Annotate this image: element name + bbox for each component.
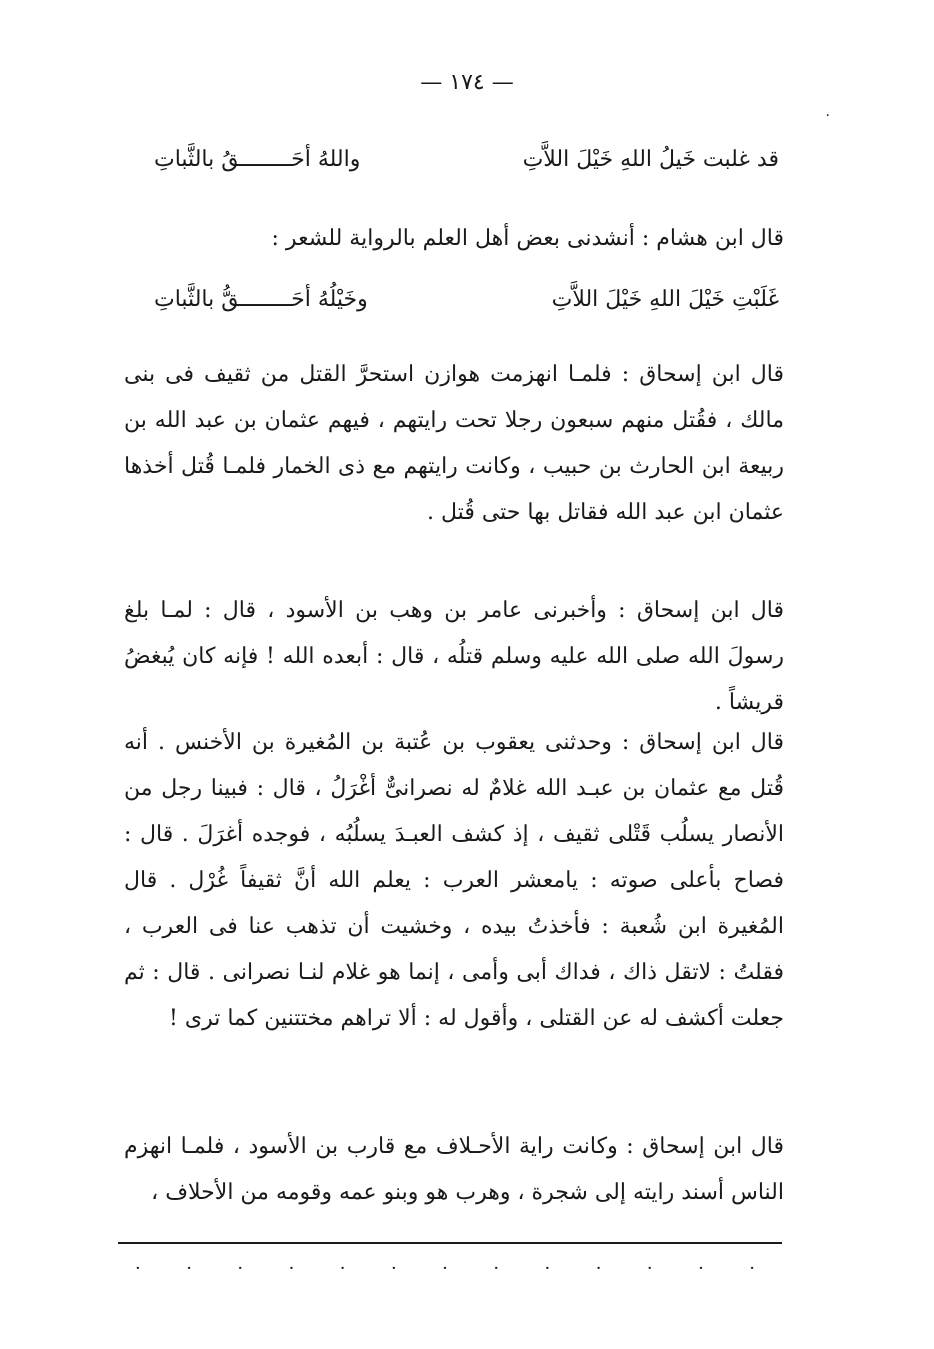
footer-dot: · [288,1258,295,1279]
verse-1-second-hemistich: واللهُ أحَــــــــقُ بالثَّباتِ [154,147,361,172]
footer-dot: · [442,1258,448,1279]
verse-line-2 [154,282,779,318]
footer-dot: · [698,1258,704,1279]
footer-dot: · [749,1258,755,1279]
margin-mark: · [825,108,830,124]
paragraph-4: قال ابن إسحاق : وكانت راية الأحـلاف مع قارب بن الأسود ، فلمـا انهزم الناس أسند رايته إلى شجرة ، وهرب هو وبنو عمه وقومه من الأحلاف ، [124,1134,784,1205]
footer-dot: · [186,1258,192,1279]
footer-rule [118,1242,782,1244]
footer-dot: · [237,1258,244,1279]
paragraph-2: قال ابن إسحاق : وأخبرنى عامر بن وهب بن الأسود ، قال : لمـا بلغ رسولَ الله صلى الله عليه وسلم قتلُه ، قال : أبعده الله ! فإنه كان يُبغضُ قريشاً . [124,598,784,715]
footer-dot: · [390,1258,397,1279]
verse-line-1 [154,142,779,178]
verse-1-first-hemistich: قد غلبت خَيلُ اللهِ خَيْلَ اللاَّتِ [522,147,779,172]
paragraph-1: قال ابن إسحاق : فلمـا انهزمت هوازن استحرَّ القتل من ثقيف فى بنى مالك ، فقُتل منهم سبعون رجلا تحت رايتهم ، فيهم عثمان بن عبد الله بن ربيعة ابن الحارث بن حبيب ، وكانت رايتهم مع ذى الخمار فلمـا قُتل أخذها عثمان ابن عبد الله فقاتل بها حتى قُتل . [124,362,784,525]
footer-dot: · [135,1258,141,1279]
verse-2-second-hemistich: وخَيْلُهُ أحَــــــــقُّ بالثَّباتِ [154,287,368,312]
footer-dot: · [339,1258,346,1279]
footer-dots [135,1258,755,1279]
footer-dot: · [493,1258,500,1279]
verse-2-first-hemistich: غَلَبْتِ خَيْلَ اللهِ خَيْلَ اللاَّتِ [551,287,779,312]
page-number: — ١٧٤ — [420,70,514,95]
paragraph-ibn-hisham: قال ابن هشام : أنشدنى بعض أهل العلم بالرواية للشعر : [271,226,784,251]
footer-dot: · [544,1258,551,1279]
paragraph-3: قال ابن إسحاق : وحدثنى يعقوب بن عُتبة بن المُغيرة بن الأخنس . أنه قُتل مع عثمان بن عبـد الله غلامٌ له نصرانىٌّ أغْرَلُ ، قال : فبينا رجل من الأنصار يسلُب قَتْلى ثقيف ، إذ كشف العبـدَ يسلُبُه ، فوجده أغرَلَ . قال : فصاح بأعلى صوته : يامعشر العرب : يعلم الله أنَّ ثقيفاً غُرْل . قال المُغيرة ابن شُعبة : فأخذتُ بيده ، وخشيت أن تذهب عنا فى العرب ، فقلتُ : لاتقل ذاك ، فداك أبى وأمى ، إنما هو غلام لنـا نصرانى . قال : ثم جعلت أكشف له عن القتلى ، وأقول له : ألا تراهم مختتنين كما ترى ! [124,730,784,1031]
footer-dot: · [595,1258,602,1279]
footer-dot: · [646,1258,653,1279]
